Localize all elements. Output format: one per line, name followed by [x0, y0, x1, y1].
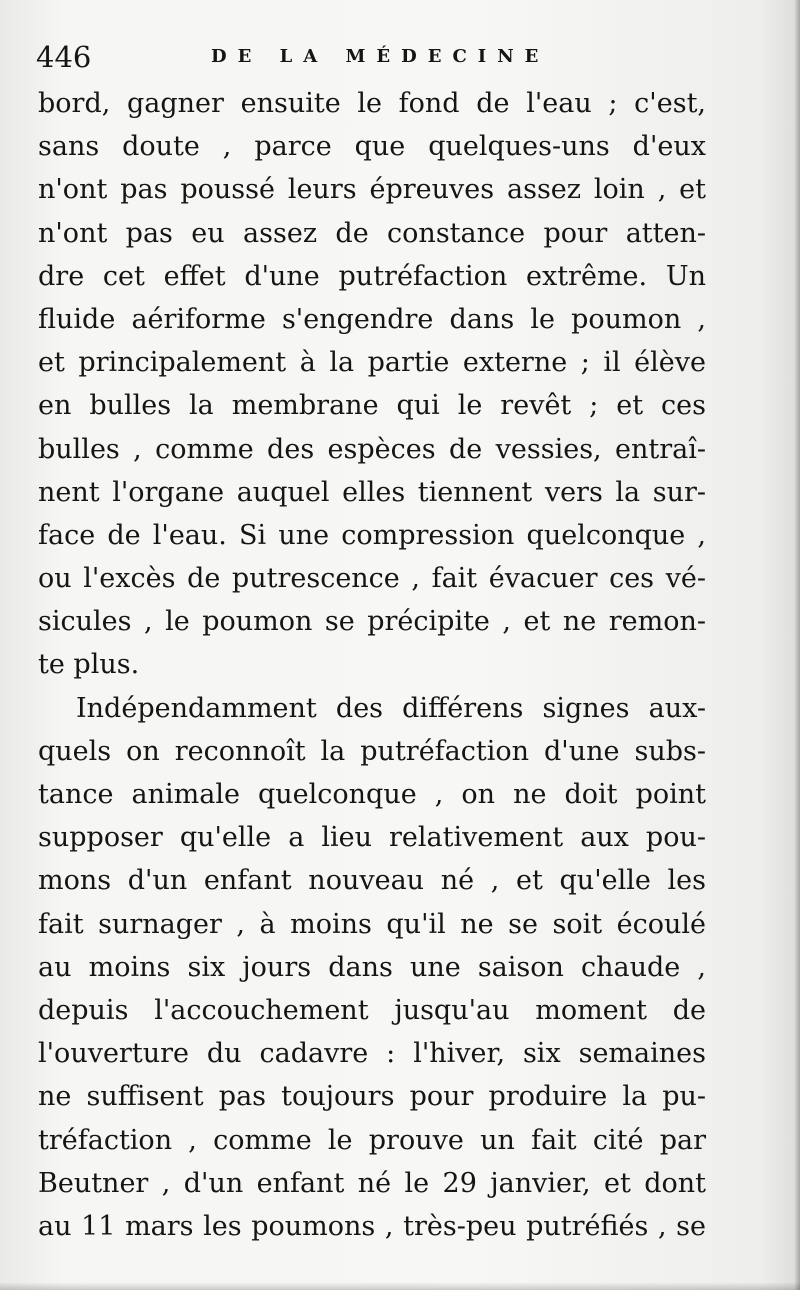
running-title: DE LA MÉDECINE [211, 46, 550, 67]
text-line: quels on reconnoît la putréfaction d'une subs- [38, 735, 706, 767]
text-line: mons d'un enfant nouveau né , et qu'elle les [38, 865, 706, 897]
text-line: ne suffisent pas toujours pour produire la pu- [38, 1081, 706, 1113]
text-line: ou l'excès de putrescence , fait évacuer ces vé- [38, 563, 706, 595]
running-head [36, 40, 736, 80]
text-line: Indépendamment des différens signes aux- [76, 692, 706, 724]
page-number: 446 [36, 40, 92, 74]
text-line: au moins six jours dans une saison chaude , [38, 951, 706, 983]
text-line: tance animale quelconque , on ne doit point [38, 779, 706, 810]
text-line: nent l'organe auquel elles tiennent vers la sur- [38, 476, 706, 508]
text-line: fluide aériforme s'engendre dans le poumon , [38, 303, 706, 335]
text-line: sans doute , parce que quelques-uns d'eux [38, 131, 706, 163]
text-line: en bulles la membrane qui le revêt ; et ces [38, 390, 706, 422]
text-line: et principalement à la partie externe ; il élève [38, 347, 706, 379]
text-line: n'ont pas poussé leurs épreuves assez loin , et [38, 174, 706, 206]
text-line: fait surnager , à moins qu'il ne se soit écoulé [38, 908, 706, 940]
text-line: Beutner , d'un enfant né le 29 janvier, et dont [38, 1167, 706, 1199]
text-line: au 11 mars les poumons , très-peu putréfiés , se [38, 1210, 706, 1242]
text-line: dre cet effet d'une putréfaction extrême. Un [38, 260, 706, 292]
text-line: sicules , le poumon se précipite , et ne remon- [38, 606, 706, 638]
text-line: supposer qu'elle a lieu relativement aux pou- [38, 822, 706, 854]
text-line: depuis l'accouchement jusqu'au moment de [38, 994, 706, 1026]
text-line: bord, gagner ensuite le fond de l'eau ; c'est, [38, 88, 706, 119]
body-text [38, 82, 706, 1248]
text-line: face de l'eau. Si une compression quelconque , [38, 519, 706, 551]
text-line: l'ouverture du cadavre : l'hiver, six semaines [38, 1038, 706, 1070]
text-line: tréfaction , comme le prouve un fait cité par [38, 1124, 706, 1156]
text-line: bulles , comme des espèces de vessies, entraî- [38, 433, 706, 465]
page-bottom-shadow [0, 1282, 800, 1290]
text-line: te plus. [38, 649, 140, 681]
text-line: n'ont pas eu assez de constance pour atten- [38, 217, 706, 249]
page-edge-shadow [794, 0, 800, 1290]
